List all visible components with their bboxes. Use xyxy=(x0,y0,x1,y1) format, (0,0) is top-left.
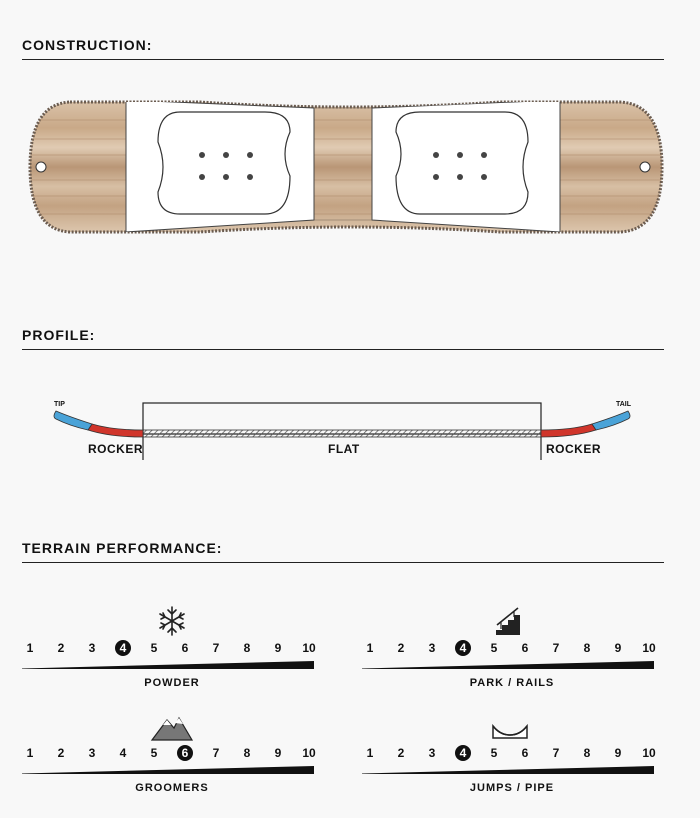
scale-number-1: 1 xyxy=(26,641,34,655)
scale-number-9: 9 xyxy=(614,641,622,655)
profile-divider xyxy=(22,349,664,350)
halfpipe-icon xyxy=(362,710,662,742)
rating-label: PARK / RAILS xyxy=(469,677,555,689)
terrain-divider xyxy=(22,562,664,563)
rating-scale xyxy=(362,745,662,763)
scale-number-9: 9 xyxy=(274,641,282,655)
rocker-right-label: ROCKER xyxy=(546,442,602,456)
right-binding-pad xyxy=(396,112,528,214)
board-outline xyxy=(30,102,662,232)
scale-number-7: 7 xyxy=(552,746,560,760)
scale-number-6: 6 xyxy=(521,746,529,760)
scale-number-1: 1 xyxy=(26,746,34,760)
scale-number-2: 2 xyxy=(397,746,405,760)
terrain-title: TERRAIN PERFORMANCE: xyxy=(22,540,223,556)
snowboard-construction-diagram xyxy=(0,92,700,242)
right-rocker xyxy=(541,424,596,437)
rating-jumps-pipe xyxy=(362,710,662,794)
left-binding-pad xyxy=(158,112,290,214)
scale-number-6: 6 xyxy=(521,641,529,655)
tail-label: TAIL xyxy=(616,401,632,408)
rating-powder xyxy=(22,605,322,689)
scale-number-4: 4 xyxy=(455,745,471,761)
snowflake-icon xyxy=(22,605,322,637)
scale-number-10: 10 xyxy=(302,641,316,655)
tail-hole xyxy=(640,162,650,172)
scale-number-2: 2 xyxy=(57,746,65,760)
rating-scale xyxy=(22,640,322,658)
scale-number-10: 10 xyxy=(642,641,656,655)
flat-base xyxy=(143,430,541,437)
tip-segment xyxy=(54,411,92,430)
scale-number-6: 6 xyxy=(177,745,193,761)
construction-title: CONSTRUCTION: xyxy=(22,37,153,53)
rocker-left-label: ROCKER xyxy=(88,442,144,456)
rating-scale xyxy=(362,640,662,658)
rating-label: POWDER xyxy=(144,677,200,689)
scale-number-8: 8 xyxy=(583,746,591,760)
rating-groomers xyxy=(22,710,322,794)
left-rocker xyxy=(88,424,143,437)
scale-number-8: 8 xyxy=(243,746,251,760)
profile-title: PROFILE: xyxy=(22,327,96,343)
construction-divider xyxy=(22,59,664,60)
scale-number-3: 3 xyxy=(428,746,436,760)
scale-number-3: 3 xyxy=(88,746,96,760)
tip-label: TIP xyxy=(54,401,65,408)
scale-number-8: 8 xyxy=(583,641,591,655)
scale-number-4: 4 xyxy=(455,640,471,656)
scale-number-3: 3 xyxy=(428,641,436,655)
scale-number-9: 9 xyxy=(274,746,282,760)
scale-number-1: 1 xyxy=(366,641,374,655)
scale-number-5: 5 xyxy=(490,641,498,655)
scale-number-3: 3 xyxy=(88,641,96,655)
scale-number-10: 10 xyxy=(302,746,316,760)
scale-number-2: 2 xyxy=(397,641,405,655)
tail-segment xyxy=(592,411,630,430)
flat-zone-box xyxy=(143,403,541,434)
rating-park-rails xyxy=(362,605,662,689)
scale-number-5: 5 xyxy=(490,746,498,760)
rating-wedge xyxy=(22,766,322,774)
rating-label: JUMPS / PIPE xyxy=(469,782,555,794)
rating-wedge xyxy=(362,661,662,669)
scale-number-8: 8 xyxy=(243,641,251,655)
scale-number-4: 4 xyxy=(115,640,131,656)
scale-number-2: 2 xyxy=(57,641,65,655)
scale-number-10: 10 xyxy=(642,746,656,760)
nose-hole xyxy=(36,162,46,172)
stair-rail-icon xyxy=(362,605,662,637)
rating-wedge xyxy=(362,766,662,774)
scale-number-7: 7 xyxy=(212,746,220,760)
mountain-icon xyxy=(22,710,322,742)
rating-label: GROOMERS xyxy=(135,782,209,794)
scale-number-5: 5 xyxy=(150,641,158,655)
scale-number-5: 5 xyxy=(150,746,158,760)
scale-number-7: 7 xyxy=(552,641,560,655)
scale-number-7: 7 xyxy=(212,641,220,655)
rating-scale xyxy=(22,745,322,763)
scale-number-9: 9 xyxy=(614,746,622,760)
rating-wedge xyxy=(22,661,322,669)
camber-profile-diagram xyxy=(0,395,700,475)
scale-number-1: 1 xyxy=(366,746,374,760)
scale-number-4: 4 xyxy=(119,746,127,760)
scale-number-6: 6 xyxy=(181,641,189,655)
flat-label: FLAT xyxy=(328,442,360,456)
